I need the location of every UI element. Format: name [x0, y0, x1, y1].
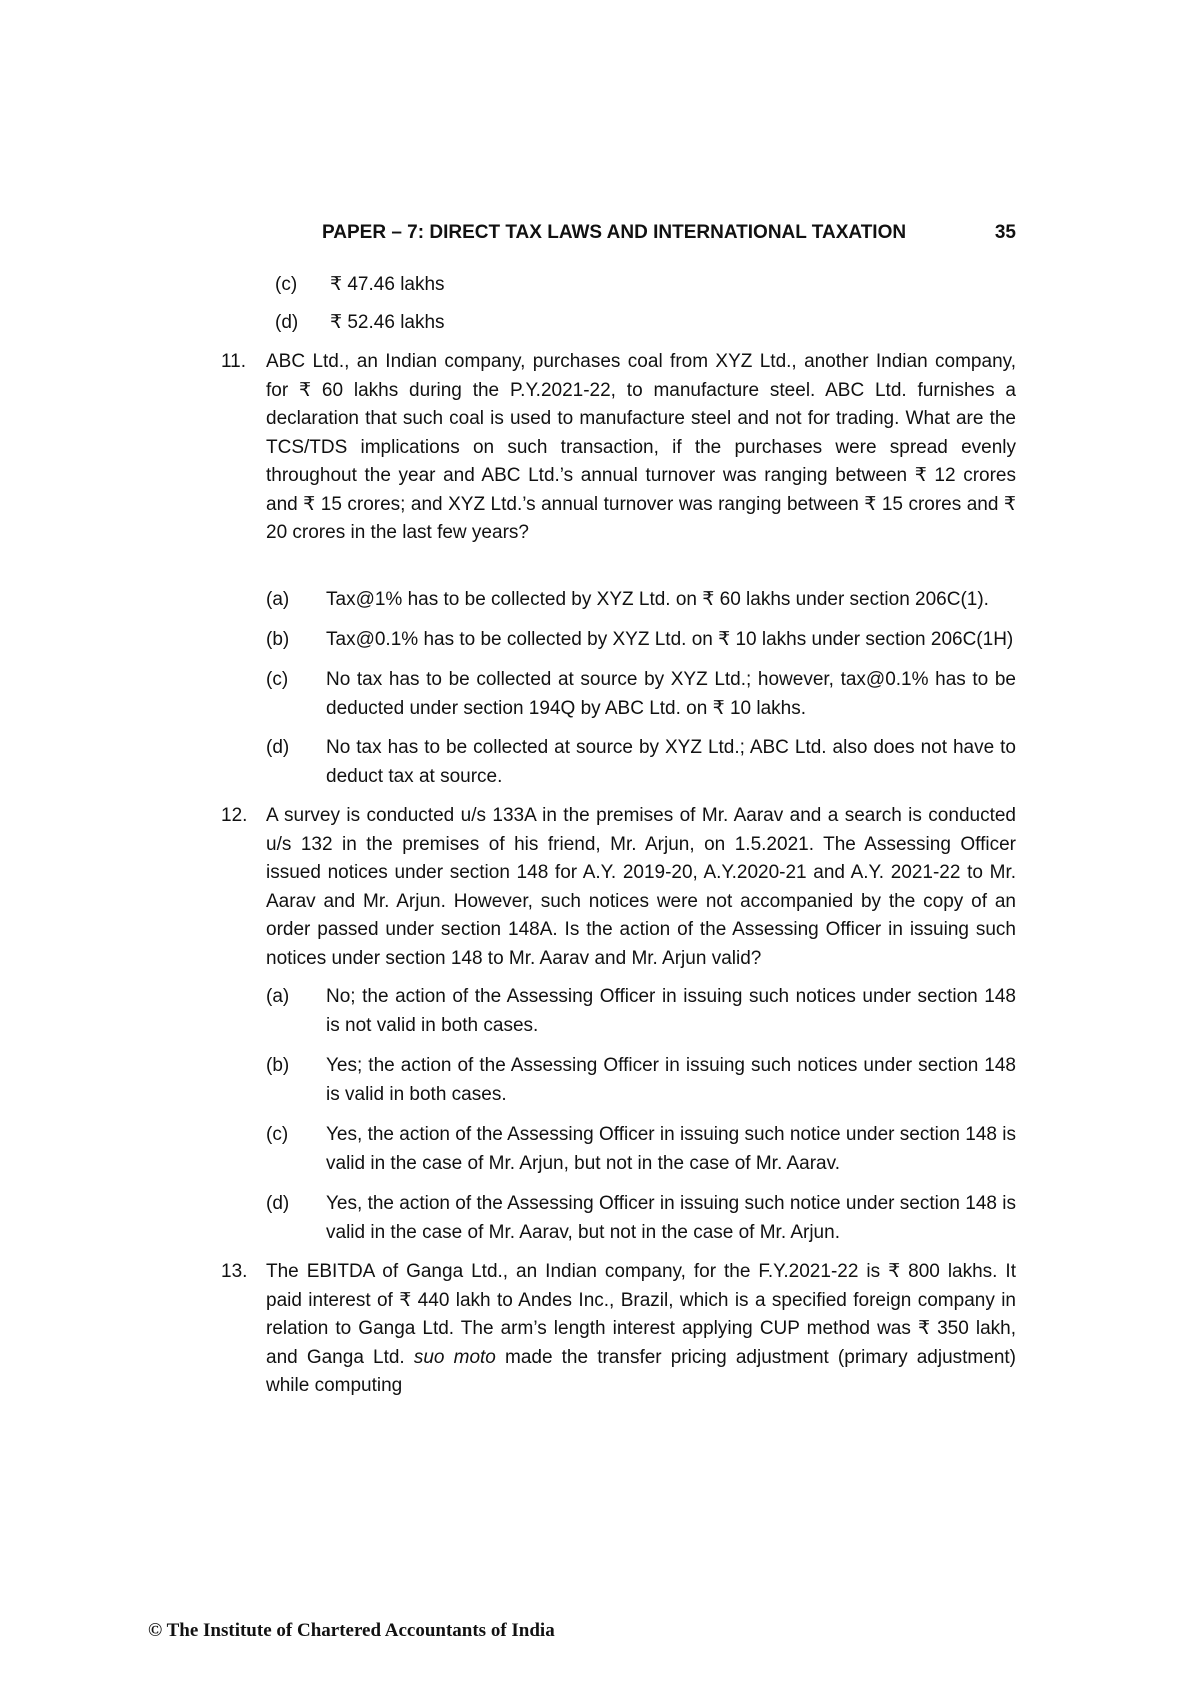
page-header	[322, 222, 1016, 248]
option-label: (d)	[266, 1193, 290, 1214]
option-text: ₹ 52.46 lakhs	[330, 312, 445, 333]
option-label: (c)	[266, 1124, 289, 1145]
option-label: (c)	[266, 669, 289, 690]
option-label: (b)	[266, 629, 290, 650]
page-number: 35	[994, 222, 1016, 243]
option-d-prev	[275, 309, 775, 338]
option-c-prev	[275, 271, 775, 300]
question-number: 13.	[221, 1261, 248, 1282]
question-text: A survey is conducted u/s 133A in the premises of Mr. Aarav and a search is conducted u/s 132 in the premises of his friend, Mr. Arjun, on 1.5.2021. The Assessing Officer issued notices under section 148 for A.Y. 2019-20, A.Y.2020-21 and A.Y. 2021-22 to Mr. Aarav and Mr. Arjun. However, such notices were not accompanied by the copy of an order passed under section 148A. Is the action of the Assessing Officer in issuing such notices under section 148 to Mr. Aarav and Mr. Arjun valid?	[266, 805, 1016, 969]
question-text-end: made the transfer pricing adjustment (primary adjustment) while computing	[266, 1346, 1016, 1396]
option-label: (d)	[275, 312, 299, 333]
option-text: Tax@1% has to be collected by XYZ Ltd. on ₹ 60 lakhs under section 206C(1).	[326, 589, 989, 610]
option-text: No tax has to be collected at source by XYZ Ltd.; however, tax@0.1% has to be deducted under section 194Q by ABC Ltd. on ₹ 10 lakhs.	[326, 669, 1016, 719]
option-label: (c)	[275, 274, 298, 295]
question-number: 12.	[221, 805, 248, 826]
option-text: No; the action of the Assessing Officer in issuing such notices under section 148 is not valid in both cases.	[326, 986, 1016, 1036]
option-text: Tax@0.1% has to be collected by XYZ Ltd. on ₹ 10 lakhs under section 206C(1H)	[326, 629, 1014, 650]
option-label: (b)	[266, 1055, 290, 1076]
question-text-italic: suo moto	[413, 1346, 496, 1368]
option-label: (d)	[266, 737, 290, 758]
question-text: ABC Ltd., an Indian company, purchases coal from XYZ Ltd., another Indian company, for ₹ 60 lakhs during the P.Y.2021-22, to manufacture steel. ABC Ltd. furnishes a declaration that such coal is used to manufacture steel and not for trading. What are the TCS/TDS implications on such transaction, if the purchases were spread evenly throughout the year and ABC Ltd.’s annual turnover was ranging between ₹ 12 crores and ₹ 15 crores; and XYZ Ltd.’s annual turnover was ranging between ₹ 15 crores and ₹ 20 crores in the last few years?	[266, 351, 1016, 543]
page-footer: © The Institute of Chartered Accountants of India	[148, 1620, 555, 1641]
question-number: 11.	[221, 351, 247, 372]
option-text: Yes; the action of the Assessing Officer in issuing such notices under section 148 is valid in both cases.	[326, 1055, 1016, 1105]
option-label: (a)	[266, 986, 290, 1007]
option-text: Yes, the action of the Assessing Officer in issuing such notice under section 148 is valid in the case of Mr. Aarav, but not in the case of Mr. Arjun.	[326, 1193, 1016, 1243]
paper-title: PAPER – 7: DIRECT TAX LAWS AND INTERNATIONAL TAXATION	[322, 222, 907, 243]
question-text	[266, 1258, 1016, 1401]
option-text: ₹ 47.46 lakhs	[330, 274, 445, 295]
option-text: No tax has to be collected at source by XYZ Ltd.; ABC Ltd. also does not have to deduct tax at source.	[326, 737, 1016, 787]
option-label: (a)	[266, 589, 290, 610]
option-text: Yes, the action of the Assessing Officer in issuing such notice under section 148 is valid in the case of Mr. Arjun, but not in the case of Mr. Aarav.	[326, 1124, 1016, 1174]
question-text-start: The EBITDA of Ganga Ltd., an Indian company, for the F.Y.2021-22 is ₹ 800 lakhs. It paid interest of ₹ 440 lakh to Andes Inc., Brazil, which is a specified foreign company in relation to Ganga Ltd. The arm’s length interest applying CUP method was ₹ 350 lakh, and Ganga Ltd.	[266, 1261, 1016, 1368]
